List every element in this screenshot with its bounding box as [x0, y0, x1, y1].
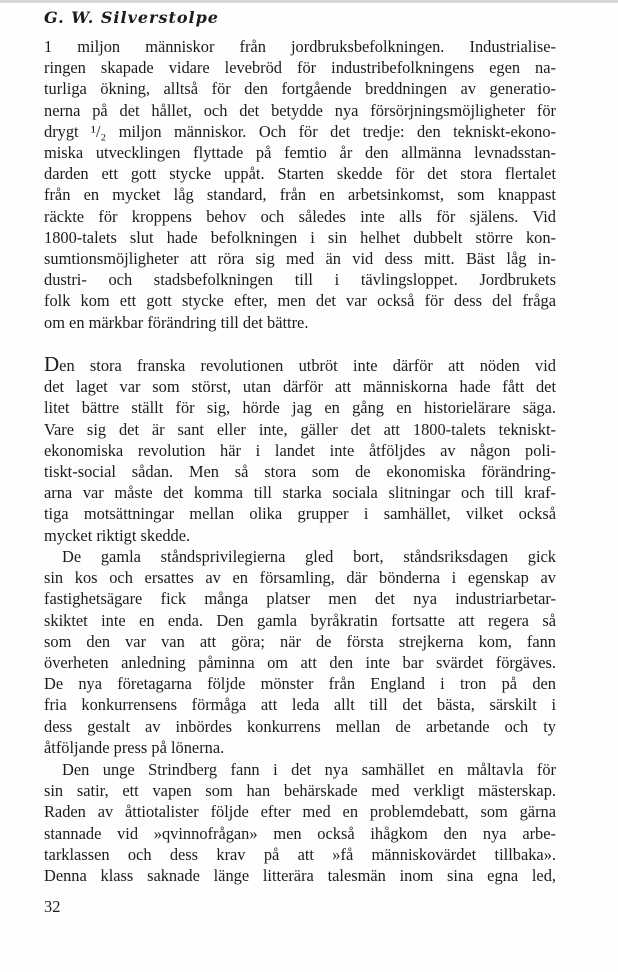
text-line: tiskt-social sådan. Men så stora som de ekonomiska förändring- [44, 462, 556, 482]
text-line: det laget var som störst, utan därför att människorna hade fått det [44, 377, 556, 397]
text-line: De gamla ståndsprivilegierna gled bort, ståndsriksdagen gick [62, 547, 556, 566]
text-line: Denna klass saknade länge litterära talesmän inom sina egna led, [44, 866, 556, 886]
text-line: turliga ökning, alltså för den fortgående breddningen av generatio- [44, 79, 556, 99]
text-line: dess gestalt av inbördes konkurrens mellan de arbetande och ty [44, 716, 556, 736]
text-line: sin kos och ersattes av en församling, där bönderna i egenskap av [44, 568, 556, 588]
text-line: räckte för kroppens behov och således inte alls för själens. Vid [44, 206, 556, 226]
drop-cap: D [44, 352, 60, 376]
text-line: ringen skapade vidare levebröd för industribefolkningens egen na- [44, 58, 556, 78]
text-line: överheten anledning påminna om att den inte bar svärdet förgäves. [44, 653, 556, 673]
text-line: från en mycket låg standard, från en arbetsinkomst, som knappast [44, 185, 556, 205]
text-line: fastighetsägare fick många platser men det nya industriarbetar- [44, 589, 556, 609]
text-line: Den unge Strindberg fann i det nya samhället en måltavla för [62, 760, 556, 779]
text-line: De nya företagarna följde mönster från England i tron på den [44, 674, 556, 694]
text-line: skiktet inte en enda. Den gamla byråkratin fortsatte att regera så [44, 610, 556, 630]
text-line: åtföljande press på lönerna. [44, 737, 225, 757]
text-line: Raden av åttiotalister följde efter med en problemdebatt, som gärna [44, 802, 556, 822]
text-line: darden ett gott stycke uppåt. Starten skedde för det stora flertalet [44, 164, 556, 184]
text-line: ekonomiska revolution här i landet inte åtföljdes av någon poli- [44, 440, 556, 460]
text-line: sumtionsmöjligheter att röra sig med än vid dess mitt. Bäst låg in- [44, 249, 556, 269]
text-line: dustri- och stadsbefolkningen till i tävlingsloppet. Jordbrukets [44, 270, 556, 290]
running-head: G. W. Silverstolpe [44, 8, 219, 27]
paragraph-3 [44, 546, 556, 758]
text-line-first [44, 354, 556, 376]
text-line: 1800-talets slut hade befolkningen i sin helhet dubbelt större kon- [44, 227, 556, 247]
text-line: om en märkbar förändring till det bättre. [44, 312, 309, 332]
text-line: stannade vid »qvinnofrågan» men också ihågkom den nya arbe- [44, 823, 556, 843]
paragraph-2 [44, 354, 556, 546]
text-line: som den var van att göra; när de första strejkerna kom, fann [44, 631, 556, 651]
paragraph-4 [44, 759, 556, 886]
text-line: miska utvecklingen flyttade på femtio år den allmänna levnadsstan- [44, 143, 556, 163]
text-line: nerna på det hållet, och det betydde nya försörjningsmöjligheter för [44, 100, 556, 120]
top-border [0, 0, 618, 3]
page-number: 32 [44, 897, 61, 916]
text-line: fria konkurrensens förmåga att leda allt till det bästa, särskilt i [44, 695, 556, 715]
text-line: folk kom ett gott stycke efter, men det var också för dess del fråga [44, 291, 556, 311]
text-line: tiga motsättningar mellan olika grupper i samhället, vilket också [44, 504, 556, 524]
text-line: arna var måste det komma till starka sociala slitningar och till kraf- [44, 483, 556, 503]
text-line: 1 miljon människor från jordbruksbefolkningen. Industrialise- [44, 37, 556, 56]
text-line: en stora franska revolutionen utbröt inte därför att nöden vid [59, 356, 556, 375]
text-line: Vare sig det är sant eller inte, gäller det att 1800-talets tekniskt- [44, 419, 556, 439]
text-line: mycket riktigt skedde. [44, 525, 191, 545]
text-line: tarklassen och dess krav på att »få människovärdet tillbaka». [44, 844, 556, 864]
text-line: drygt ¹/₂ miljon människor. Och för det tredje: den tekniskt-ekono- [44, 121, 556, 141]
text-line: sin satir, ett vapen som han behärskade med verkligt mästerskap. [44, 781, 556, 801]
paragraph-1 [44, 36, 556, 333]
text-line: litet bättre ställt för sig, hörde jag en gång en historielärare säga. [44, 398, 556, 418]
